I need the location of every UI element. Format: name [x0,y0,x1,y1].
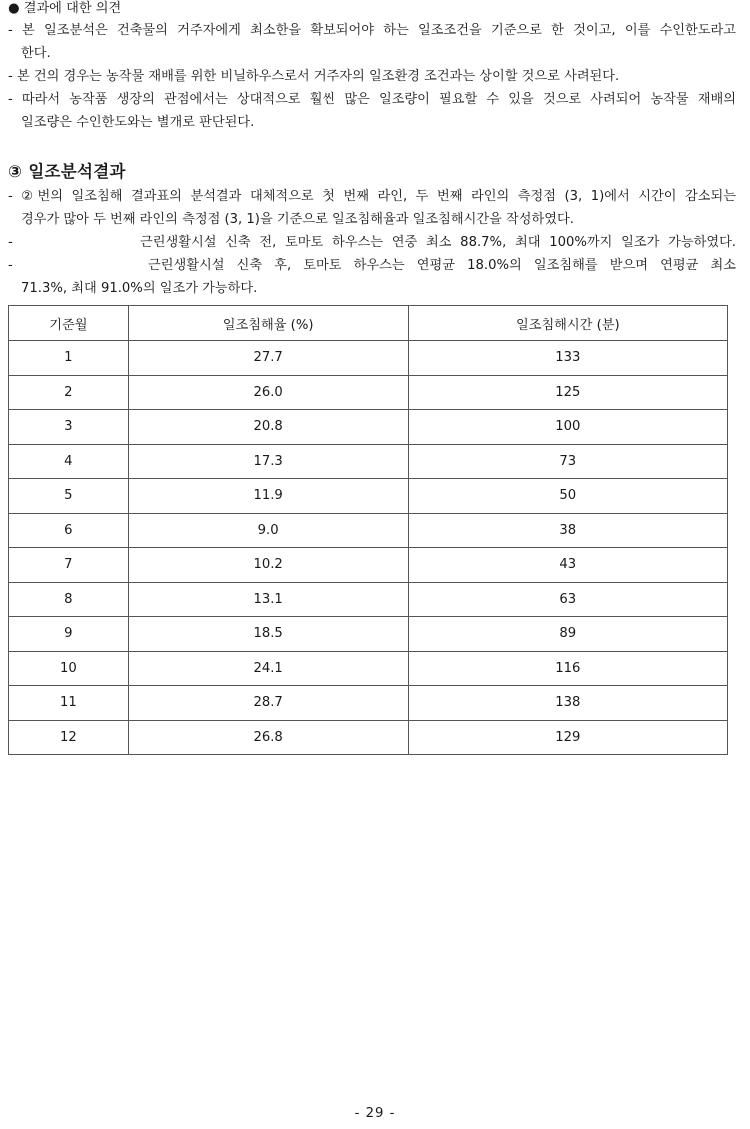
cell-rate: 20.8 [128,410,408,445]
table-header-row [9,306,728,341]
cell-time: 100 [408,410,727,445]
opinion-line-1-cont: 한다. [21,46,51,61]
table-row [9,513,728,548]
cell-month: 9 [9,617,129,652]
dash-marker: - [8,258,13,273]
cell-month: 12 [9,720,129,755]
opinion-title: ● 결과에 대한 의견 [8,1,122,16]
opinion-line-3: - 따라서 농작품 생장의 관점에서는 상대적으로 훨씬 많은 일조량이 필요할 수 있을 것으로 사려되어 농작물 재배의 [8,92,736,107]
result-line-3-text: 근린생활시설 신축 후, 토마토 하우스는 연평균 18.0%의 일조침해를 받으며 연평균 최소 [148,258,736,273]
table-row [9,582,728,617]
cell-month: 4 [9,444,129,479]
cell-time: 43 [408,548,727,583]
cell-month: 2 [9,375,129,410]
cell-month: 7 [9,548,129,583]
cell-time: 133 [408,341,727,376]
cell-rate: 11.9 [128,479,408,514]
opinion-line-1: - 본 일조분석은 건축물의 거주자에게 최소한을 확보되어야 하는 일조조건을 기준으로 한 것이고, 이를 수인한도라고 [8,23,736,38]
cell-rate: 10.2 [128,548,408,583]
cell-month: 1 [9,341,129,376]
cell-rate: 26.0 [128,375,408,410]
cell-month: 10 [9,651,129,686]
result-line-3-cont: 71.3%, 최대 91.0%의 일조가 가능하다. [21,281,258,296]
cell-time: 38 [408,513,727,548]
cell-time: 50 [408,479,727,514]
cell-month: 3 [9,410,129,445]
cell-rate: 9.0 [128,513,408,548]
opinion-line-3-cont: 일조량은 수인한도와는 별개로 판단된다. [21,115,255,130]
cell-time: 63 [408,582,727,617]
cell-time: 73 [408,444,727,479]
cell-time: 129 [408,720,727,755]
section-heading: ③ 일조분석결과 [8,162,126,181]
cell-time: 138 [408,686,727,721]
result-line-2-text: 근린생활시설 신축 전, 토마토 하우스는 연중 최소 88.7%, 최대 100%까지 일조가 가능하였다. [140,235,736,250]
result-line-3 [8,255,736,277]
result-line-2 [8,232,736,254]
table-row [9,341,728,376]
cell-rate: 13.1 [128,582,408,617]
cell-time: 125 [408,375,727,410]
header-rate: 일조침해율 (%) [128,306,408,341]
table-row [9,548,728,583]
cell-time: 89 [408,617,727,652]
result-line-1: - ②번의 일조침해 결과표의 분석결과 대체적으로 첫 번째 라인, 두 번째 라인의 측정점 (3, 1)에서 시간이 감소되는 [8,189,736,204]
cell-month: 6 [9,513,129,548]
cell-rate: 26.8 [128,720,408,755]
table-row [9,651,728,686]
header-time: 일조침해시간 (분) [408,306,727,341]
cell-rate: 24.1 [128,651,408,686]
table-row [9,444,728,479]
cell-month: 8 [9,582,129,617]
cell-rate: 18.5 [128,617,408,652]
table-row [9,686,728,721]
table-row [9,617,728,652]
cell-rate: 17.3 [128,444,408,479]
result-line-1-cont: 경우가 많아 두 번째 라인의 측정점 (3, 1)을 기준으로 일조침해율과 일조침해시간을 작성하였다. [21,212,574,227]
cell-month: 5 [9,479,129,514]
table-row [9,479,728,514]
header-month: 기준월 [9,306,129,341]
opinion-line-2: - 본 건의 경우는 농작물 재배를 위한 비닐하우스로서 거주자의 일조환경 조건과는 상이할 것으로 사려된다. [8,69,620,84]
dash-marker: - [8,235,13,250]
cell-month: 11 [9,686,129,721]
cell-rate: 28.7 [128,686,408,721]
table-row [9,720,728,755]
table-row [9,375,728,410]
cell-time: 116 [408,651,727,686]
cell-rate: 27.7 [128,341,408,376]
table-row [9,410,728,445]
page-number: - 29 - [354,1106,396,1121]
sunlight-table [8,305,728,755]
